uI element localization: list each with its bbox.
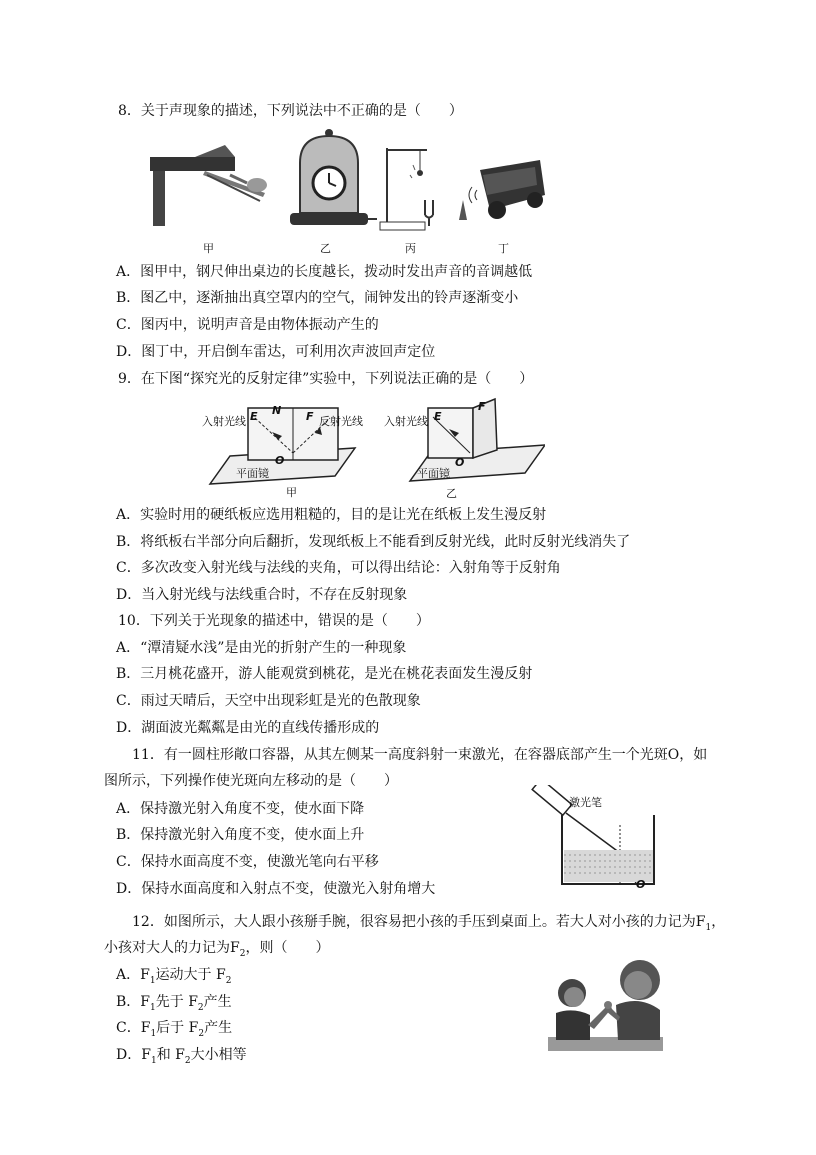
q8-option-a: A．图甲中，钢尺伸出桌边的长度越长，拨动时发出声音的音调越低: [116, 264, 533, 280]
q12-option-d: D．$F_1$和 $F_2$大小相等: [116, 1047, 247, 1066]
q9-f-label-jia: F: [306, 410, 314, 423]
q9-incident-label-yi: 入射光线: [384, 415, 428, 428]
q12-stem-line1: 12．如图所示，大人跟小孩掰手腕，很容易把小孩的手压到桌面上。若大人对小孩的力记为$F_1$，: [132, 914, 726, 933]
q8-option-b: B．图乙中，逐渐抽出真空罩内的空气，闹钟发出的铃声逐渐变小: [116, 290, 519, 306]
q11-option-c: C．保持水面高度不变，使激光笔向右平移: [116, 854, 379, 870]
q8-option-d: D．图丁中，开启倒车雷达，可利用次声波回声定位: [116, 344, 436, 360]
q8-caption-bing: 丙: [405, 242, 416, 255]
q9-reflected-label-jia: 反射光线: [319, 415, 363, 428]
q9-o-label-yi: O: [455, 456, 465, 469]
q9-mirror-label-yi: 平面镜: [417, 467, 450, 480]
q9-caption-yi: 乙: [446, 487, 457, 500]
q9-e-label-jia: E: [250, 410, 258, 423]
q8-figure-bing: [375, 140, 455, 239]
q11-option-a: A．保持激光射入角度不变，使水面下降: [116, 801, 365, 817]
q12-option-a: A．$F_1$运动大于 $F_2$: [116, 967, 232, 986]
q11-option-b: B．保持激光射入角度不变，使水面上升: [116, 827, 365, 843]
q12-stem-line2: 小孩对大人的力记为$F_2$，则（ ）: [104, 940, 330, 959]
q9-caption-jia: 甲: [286, 486, 297, 499]
q10-stem: 10．下列关于光现象的描述中，错误的是（ ）: [118, 613, 430, 629]
q9-figure-yi: [385, 395, 545, 499]
q9-mirror-label-jia: 平面镜: [236, 467, 269, 480]
q10-option-b: B．三月桃花盛开，游人能观赏到桃花，是光在桃花表面发生漫反射: [116, 666, 533, 682]
q11-stem-line2: 图所示，下列操作使光斑向左移动的是（ ）: [104, 773, 398, 789]
q12-figure: [548, 955, 663, 1059]
q8-figure-jia: [145, 135, 275, 234]
q11-option-d: D．保持水面高度和入射点不变，使激光入射角增大: [116, 881, 436, 897]
q9-f-label-yi: F: [478, 400, 486, 413]
q12-option-b: B．$F_1$先于 $F_2$产生: [116, 994, 232, 1013]
q9-stem: 9．在下图“探究光的反射定律”实验中，下列说法正确的是（ ）: [118, 371, 534, 387]
q10-option-a: A．“潭清疑水浅”是由光的折射产生的一种现象: [116, 640, 407, 656]
q11-stem-line1: 11．有一圆柱形敞口容器，从其左侧某一高度斜射一束激光，在容器底部产生一个光斑O，如: [132, 747, 708, 763]
q9-option-b: B．将纸板右半部分向后翻折，发现纸板上不能看到反射光线，此时反射光线消失了: [116, 534, 631, 550]
q8-caption-ding: 丁: [498, 242, 509, 255]
q9-option-d: D．当入射光线与法线重合时，不存在反射现象: [116, 587, 408, 603]
q8-figure-yi: [282, 128, 377, 237]
q11-laser-label: 激光笔: [569, 796, 602, 809]
q10-option-c: C．雨过天晴后，天空中出现彩虹是光的色散现象: [116, 693, 421, 709]
q11-o-label: O: [636, 878, 646, 891]
q8-option-c: C．图丙中，说明声音是由物体振动产生的: [116, 317, 379, 333]
q9-incident-label-jia: 入射光线: [202, 415, 246, 428]
q9-option-a: A．实验时用的硬纸板应选用粗糙的，目的是让光在纸板上发生漫反射: [116, 507, 547, 523]
q8-caption-jia: 甲: [203, 242, 214, 255]
q9-option-c: C．多次改变入射光线与法线的夹角，可以得出结论：入射角等于反射角: [116, 560, 561, 576]
q8-figure-ding: [455, 155, 550, 229]
q8-caption-yi: 乙: [320, 242, 331, 255]
q9-n-label-jia: N: [272, 404, 282, 417]
q9-o-label-jia: O: [275, 454, 285, 467]
q10-option-d: D．湖面波光粼粼是由光的直线传播形成的: [116, 720, 380, 736]
q12-option-c: C．$F_1$后于 $F_2$产生: [116, 1020, 233, 1039]
q9-e-label-yi: E: [434, 410, 442, 423]
q8-stem: 8．关于声现象的描述，下列说法中不正确的是（ ）: [118, 103, 463, 119]
